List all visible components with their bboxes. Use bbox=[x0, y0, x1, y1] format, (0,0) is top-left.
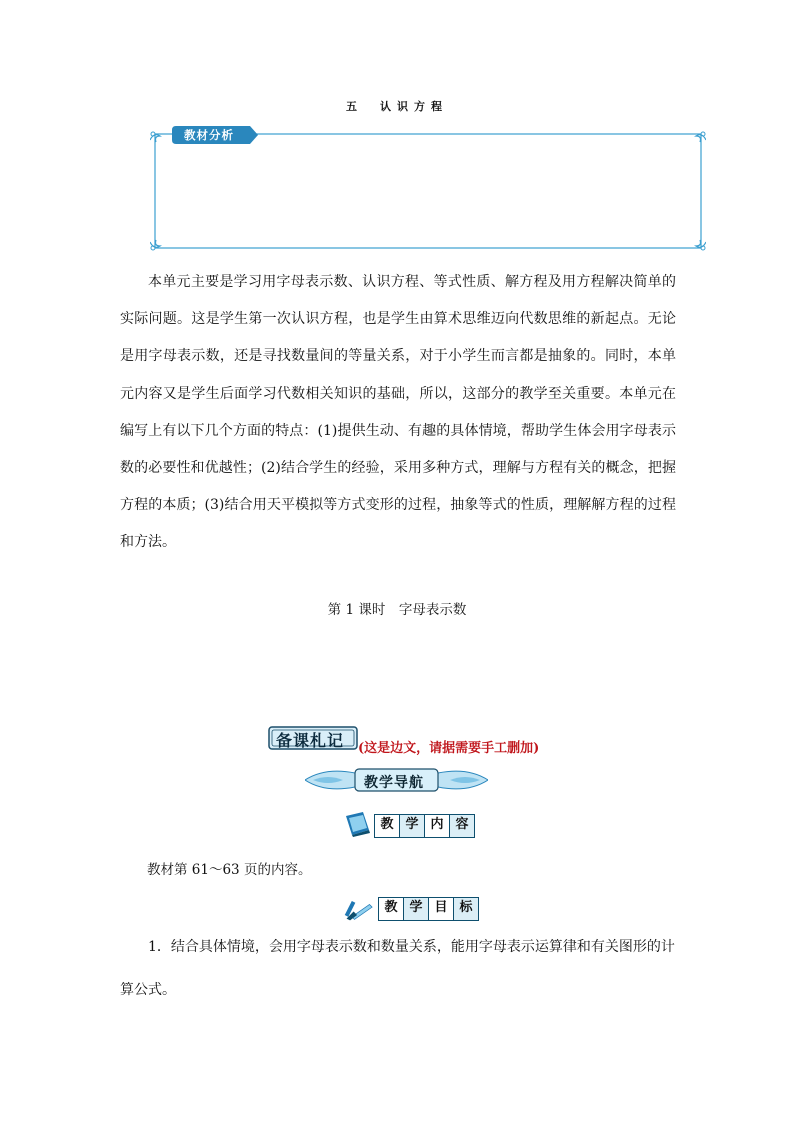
chapter-title: 五 认识方程 bbox=[346, 100, 448, 113]
section-char: 标 bbox=[454, 898, 478, 920]
section-goals-box bbox=[378, 897, 479, 921]
section-char: 学 bbox=[404, 898, 429, 920]
goal-1-text: 1．结合具体情境，会用字母表示数和数量关系，能用字母表示运算律和有关图形的计算公式。 bbox=[120, 939, 675, 998]
notes-hint: (这是边文，请据需要手工删加) bbox=[358, 741, 540, 756]
goal-paragraph bbox=[120, 926, 676, 1012]
nav-label: 教学导航 bbox=[364, 775, 424, 791]
section-char: 内 bbox=[425, 815, 450, 837]
section-char: 学 bbox=[400, 815, 425, 837]
notes-label: 备课札记 bbox=[276, 731, 345, 750]
lesson-title: 第 1 课时 字母表示数 bbox=[327, 602, 467, 618]
content-text: 教材第 61～63 页的内容。 bbox=[147, 862, 312, 878]
section-content-box bbox=[374, 814, 475, 838]
analysis-frame bbox=[150, 130, 706, 252]
analysis-text: 本单元主要是学习用字母表示数、认识方程、等式性质、解方程及用方程解决简单的实际问题。这是学生第一次认识方程，也是学生由算术思维迈向代数思维的新起点。无论是用字母表示数，还是寻找数量间的等量关系，对于小学生而言都是抽象的。同时，本单元内容又是学生后面学习代数相关知识的基础，所以，这部分的教学至关重要。本单元在编写上有以下几个方面的特点：(1)提供生动、有趣的具体情境，帮助学生体会用字母表示数的必要性和优越性；(2)结合学生的经验，采用多种方式，理解与方程有关的概念，把握方程的本质；(3)结合用天平模拟等方式变形的过程，抽象等式的性质，理解解方程的过程和方法。 bbox=[120, 274, 676, 551]
book-icon bbox=[343, 810, 373, 838]
section-char: 容 bbox=[450, 815, 474, 837]
section-char: 目 bbox=[429, 898, 454, 920]
section-char: 教 bbox=[379, 898, 404, 920]
section-char: 教 bbox=[375, 815, 400, 837]
analysis-tab-label: 教材分析 bbox=[184, 128, 234, 142]
analysis-paragraph bbox=[120, 264, 676, 562]
pen-icon bbox=[343, 894, 373, 922]
